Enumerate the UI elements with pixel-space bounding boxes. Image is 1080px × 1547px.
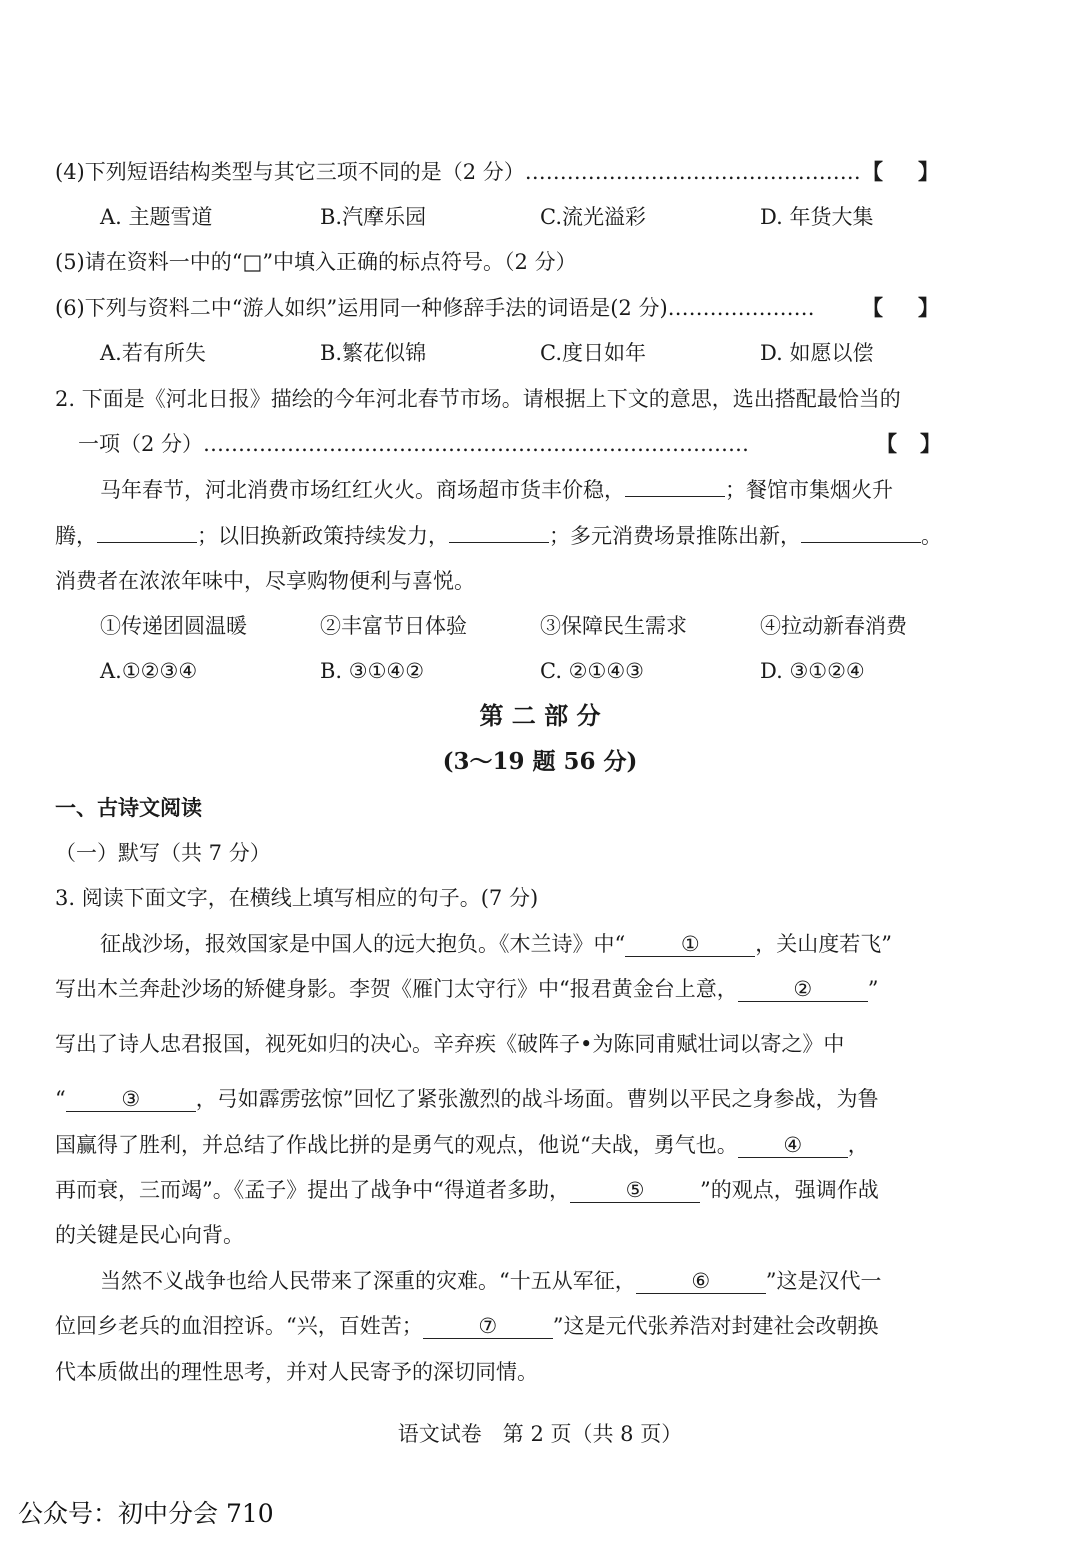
q6-option-b: B.繁花似锦 (320, 341, 427, 365)
section1-sub: （一）默写（共 7 分） (55, 841, 271, 865)
q2-passage-line1: 马年春节，河北消费市场红红火火。商场超市货丰价稳， ；餐馆市集烟火升 (100, 478, 893, 502)
q2-dots: …………………………………………………………………… (203, 432, 750, 456)
q3-blank-5[interactable]: ⑤ (570, 1178, 700, 1203)
q4-option-a: A. 主题雪道 (100, 205, 213, 229)
q3-blank-6[interactable]: ⑥ (636, 1269, 766, 1294)
q2-phrases (100, 612, 920, 640)
q3-blank-1[interactable]: ① (625, 932, 755, 957)
q3-p1-line5: 国赢得了胜利，并总结了作战比拼的是勇气的观点，他说“夫战，勇气也。 ④ ， (55, 1133, 869, 1157)
q5-stem: (5)请在资料一中的“□”中填入正确的标点符号。（2 分） (55, 250, 577, 274)
q2-options (100, 657, 920, 685)
q6-option-c: C.度日如年 (540, 341, 646, 365)
q3-p1-line3: 写出了诗人忠君报国，视死如归的决心。辛弃疾《破阵子•为陈同甫赋壮词以寄之》中 (55, 1032, 845, 1056)
q6-option-a: A.若有所失 (100, 341, 206, 365)
q2-option-d: D. ③①②④ (760, 659, 865, 683)
q6-bracket-open: 【 (862, 295, 883, 320)
q2-phrase-2: ②丰富节日体验 (320, 614, 467, 638)
q2-option-a: A.①②③④ (100, 659, 198, 683)
watermark: 公众号：初中分会 710 (18, 1499, 274, 1528)
section1-title: 一、古诗文阅读 (55, 795, 202, 820)
q2-phrase-4: ④拉动新春消费 (760, 614, 907, 638)
q2-blank-1[interactable] (625, 496, 725, 497)
q4-option-c: C.流光溢彩 (540, 205, 646, 229)
q3-blank-2[interactable]: ② (738, 977, 868, 1002)
q6-options (100, 339, 920, 367)
q3-p1-line7: 的关键是民心向背。 (55, 1223, 244, 1247)
q4-option-d: D. 年货大集 (760, 205, 874, 229)
q3-p2-line2: 位回乡老兵的血泪控诉。“兴，百姓苦； ⑦ ”这是元代张养浩对封建社会改朝换 (55, 1314, 879, 1338)
q2-phrase-3: ③保障民生需求 (540, 614, 687, 638)
part2-subtitle: (3～19 题 56 分) (442, 748, 638, 775)
q2-bracket-close: 】 (920, 431, 941, 456)
q2-passage-line2: 腾， ；以旧换新政策持续发力， ；多元消费场景推陈出新， 。 (55, 524, 942, 548)
q6-bracket-close: 】 (918, 295, 939, 320)
part2-title: 第 二 部 分 (479, 701, 601, 730)
page-footer: 语文试卷 第 2 页（共 8 页） (397, 1422, 683, 1446)
q3-p2-line3: 代本质做出的理性思考，并对人民寄予的深切同情。 (55, 1360, 538, 1384)
q6-option-d: D. 如愿以偿 (760, 341, 874, 365)
q3-blank-7[interactable]: ⑦ (423, 1314, 553, 1339)
q3-blank-3[interactable]: ③ (66, 1087, 196, 1112)
q2-blank-3[interactable] (449, 542, 549, 543)
q4-option-b: B.汽摩乐园 (320, 205, 427, 229)
q3-p1-line4: “ ③ ，弓如霹雳弦惊”回忆了紧张激烈的战斗场面。曹刿以平民之身参战，为鲁 (55, 1087, 879, 1111)
q2-option-c: C. ②①④③ (540, 659, 644, 683)
q3-p1-line6: 再而衰，三而竭”。《孟子》提出了战争中“得道者多助， ⑤ ”的观点，强调作战 (55, 1178, 879, 1202)
q2-stem-line2: 一项（2 分）…………………………………………………………………… (78, 432, 750, 456)
q3-p1-line2: 写出木兰奔赴沙场的矫健身影。李贺《雁门太守行》中“报君黄金台上意， ② ” (55, 977, 879, 1001)
q2-phrase-1: ①传递团圆温暖 (100, 614, 247, 638)
q4-stem: (4)下列短语结构类型与其它三项不同的是（2 分）………………………………………… (55, 160, 861, 184)
q3-p1-line1: 征战沙场，报效国家是中国人的远大抱负。《木兰诗》中“ ① ，关山度若飞” (100, 932, 892, 956)
q6-dots: ………………… (667, 296, 815, 320)
q3-blank-4[interactable]: ④ (738, 1133, 848, 1158)
q2-blank-2[interactable] (97, 542, 197, 543)
q4-bracket-open: 【 (862, 159, 883, 184)
q2-passage-line3: 消费者在浓浓年味中，尽享购物便利与喜悦。 (55, 569, 475, 593)
q2-blank-4[interactable] (801, 542, 921, 543)
q2-stem-line1: 2. 下面是《河北日报》描绘的今年河北春节市场。请根据上下文的意思，选出搭配最恰当的 (55, 387, 901, 411)
q2-option-b: B. ③①④② (320, 659, 425, 683)
q4-dots: ………………………………………… (524, 160, 861, 184)
q3-stem: 3. 阅读下面文字，在横线上填写相应的句子。(7 分) (55, 886, 539, 910)
q2-bracket-open: 【 (876, 431, 897, 456)
q4-options (100, 203, 920, 231)
q3-p2-line1: 当然不义战争也给人民带来了深重的灾难。“十五从军征， ⑥ ”这是汉代一 (100, 1269, 882, 1293)
q6-stem: (6)下列与资料二中“游人如织”运用同一种修辞手法的词语是(2 分)………………… (55, 296, 815, 320)
q4-bracket-close: 】 (918, 159, 939, 184)
